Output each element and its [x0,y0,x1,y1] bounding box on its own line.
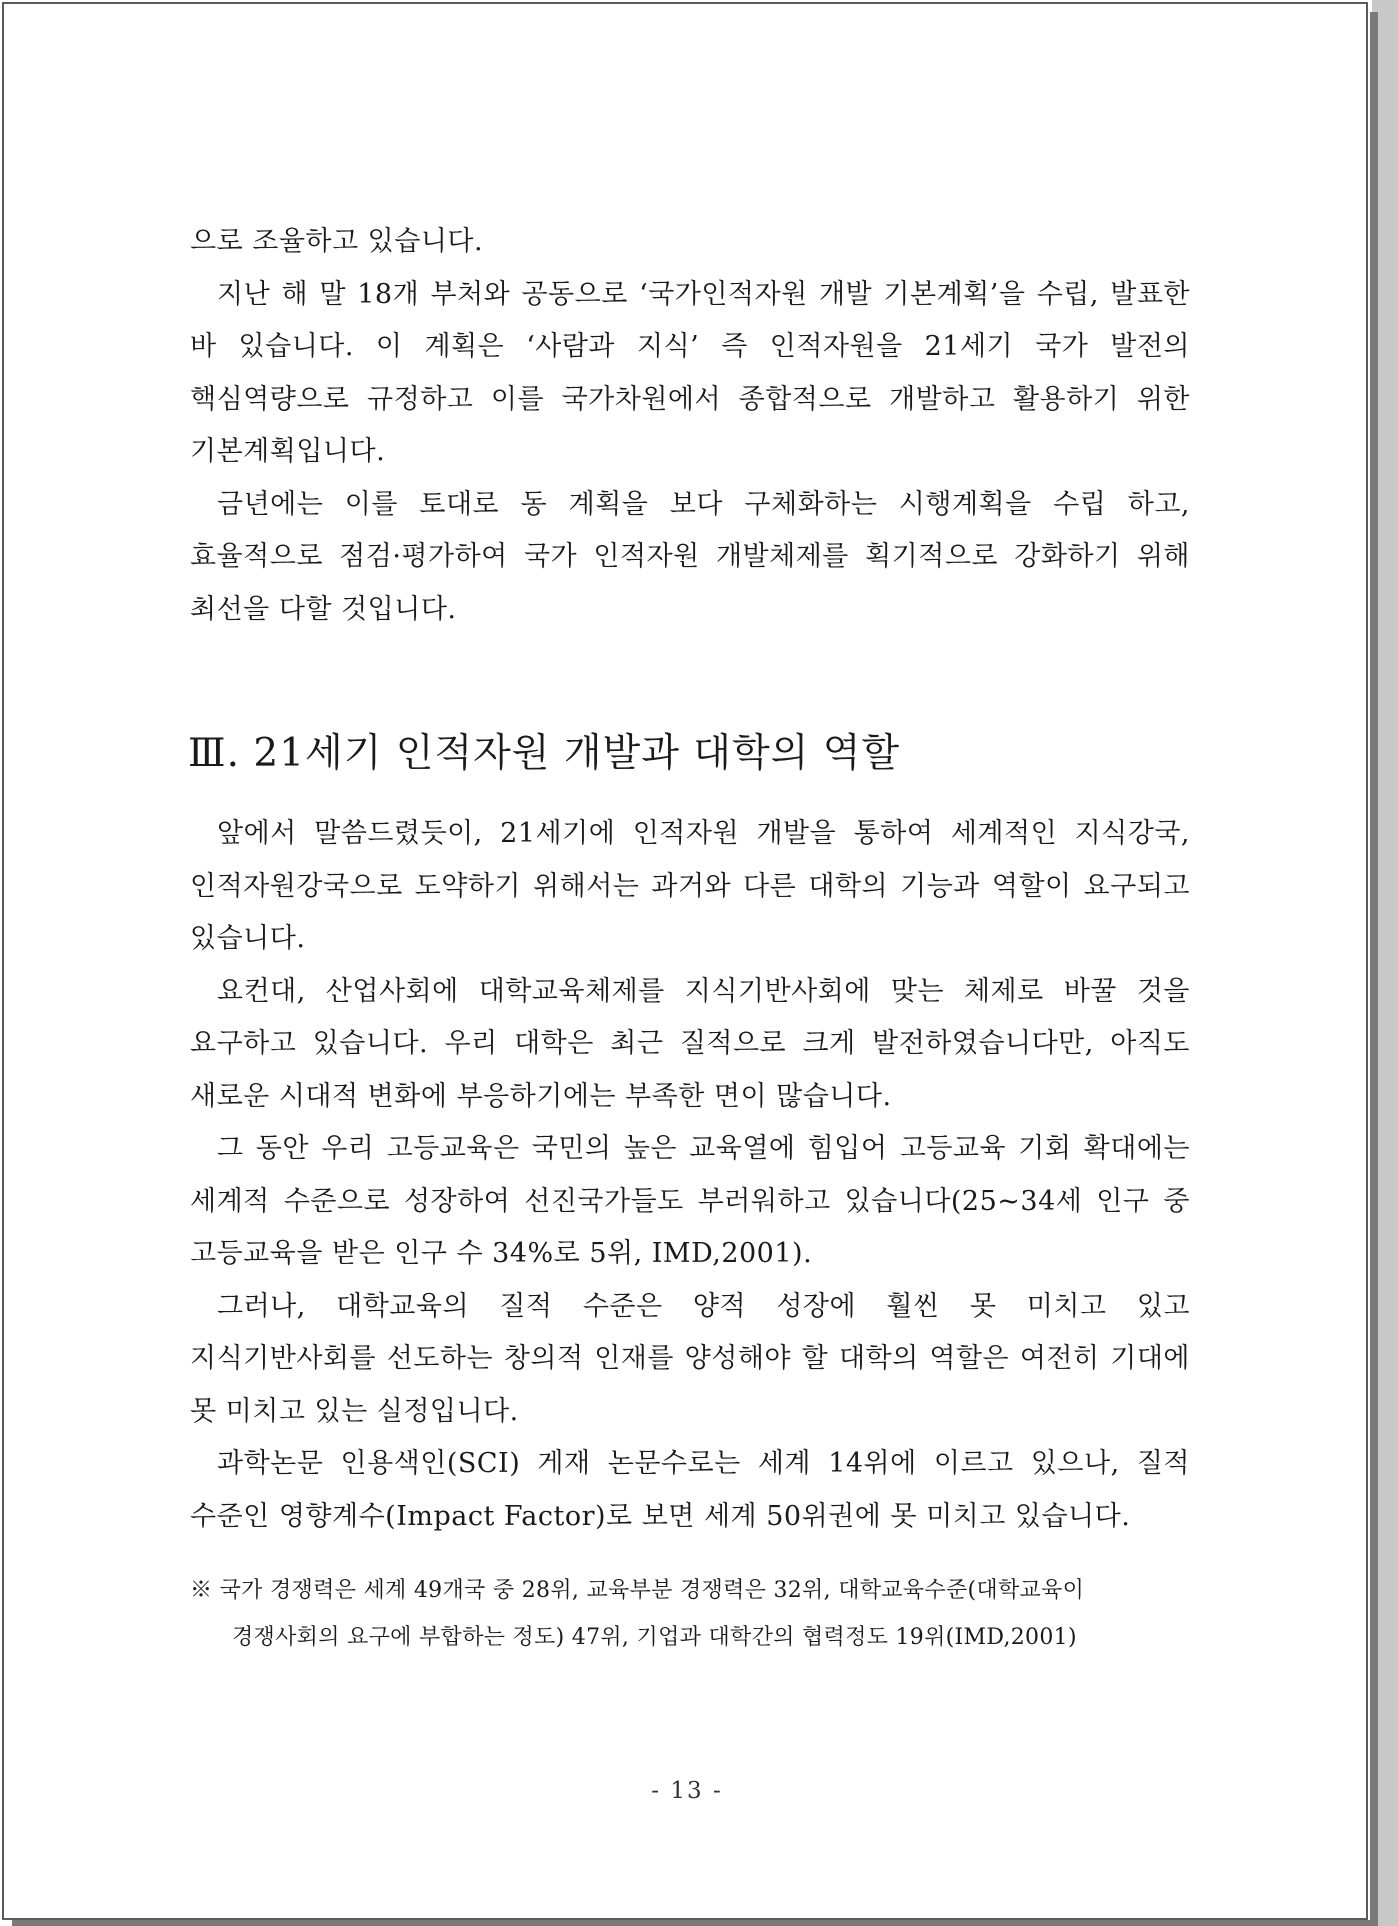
footnote-line: 경쟁사회의 요구에 부합하는 정도) 47위, 기업과 대학간의 협력정도 19위(IMD,2001) [232,1625,1077,1650]
paragraph: 앞에서 말씀드렸듯이, 21세기에 인적자원 개발을 통하여 세계적인 지식강국, 인적자원강국으로 도약하기 위해서는 과거와 다른 대학의 기능과 역할이 요구되고 있습니다. [190,818,1190,954]
paragraph: 으로 조율하고 있습니다. [190,226,484,257]
paragraph: 지난 해 말 18개 부처와 공동으로 ‘국가인적자원 개발 기본계획’을 수립, 발표한 바 있습니다. 이 계획은 ‘사람과 지식’ 즉 인적자원을 21세기 국가 발전의 핵심역량으로 규정하고 이를 국가차원에서 종합적으로 개발하고 활용하기 위한 기본계획입니다. [190,278,1190,467]
page-shadow [1370,12,1378,1924]
page-shadow [12,1920,1378,1926]
paragraph: 그러나, 대학교육의 질적 수준은 양적 성장에 훨씬 못 미치고 있고 지식기반사회를 선도하는 창의적 인재를 양성해야 할 대학의 역할은 여전히 기대에 못 미치고 있는 실정입니다. [190,1290,1190,1427]
paragraph: 금년에는 이를 토대로 동 계획을 보다 구체화하는 시행계획을 수립 하고, 효율적으로 점검·평가하여 국가 인적자원 개발체제를 획기적으로 강화하기 위해 최선을 다할 것입니다. [190,488,1190,625]
footnote [190,1567,1190,1661]
section-heading: Ⅲ. 21세기 인적자원 개발과 대학의 역할 [188,731,901,776]
footnote-line: ※ 국가 경쟁력은 세계 49개국 중 28위, 교육부분 경쟁력은 32위, 대학교육수준(대학교육이 [190,1578,1085,1603]
paragraph: 과학논문 인용색인(SCI) 게재 논문수로는 세계 14위에 이르고 있으나, 질적 수준인 영향계수(Impact Factor)로 보면 세계 50위권에 못 미치고 있습니다. [190,1448,1190,1532]
page-number: - 13 - [651,1778,723,1804]
document-page [2,2,1368,1920]
paragraph: 그 동안 우리 고등교육은 국민의 높은 교육열에 힘입어 고등교육 기회 확대에는 세계적 수준으로 성장하여 선진국가들도 부러워하고 있습니다(25~34세 인구 중 고등교육을 받은 인구 수 34%로 5위, IMD,2001). [190,1133,1190,1269]
paragraph: 요컨대, 산업사회에 대학교육체제를 지식기반사회에 맞는 체제로 바꿀 것을 요구하고 있습니다. 우리 대학은 최근 질적으로 크게 발전하였습니다만, 아직도 새로운 시대적 변화에 부응하기에는 부족한 면이 많습니다. [190,975,1190,1112]
section-text-block [190,808,1190,1543]
intro-text-block [190,216,1190,636]
